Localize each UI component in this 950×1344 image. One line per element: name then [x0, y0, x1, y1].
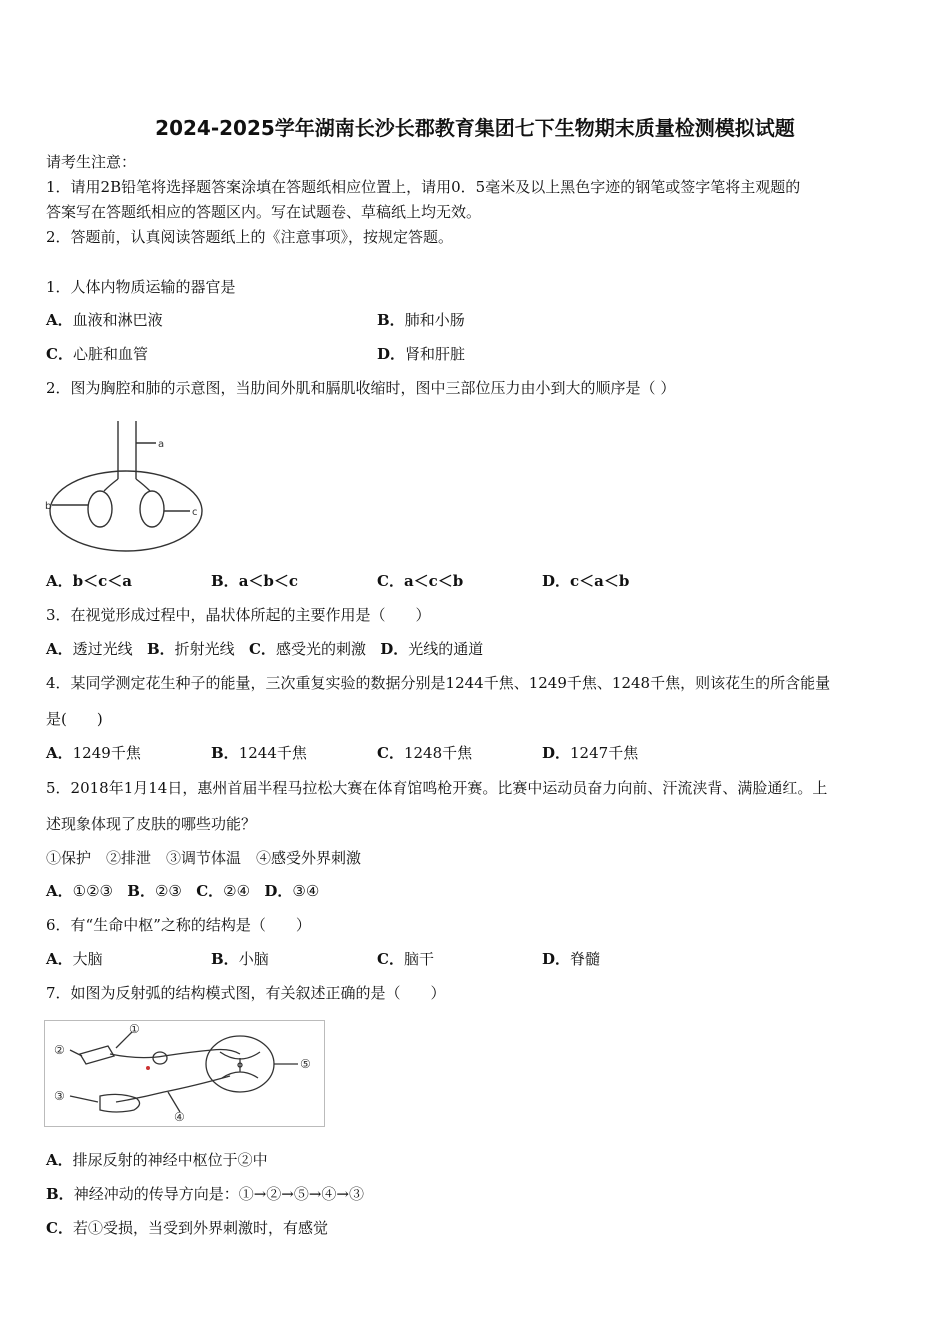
question-3-stem: 3．在视觉形成过程中，晶状体所起的主要作用是（ ） [46, 606, 431, 624]
option-letter: D． [542, 572, 571, 590]
label-a: a [158, 439, 165, 450]
q3-option-c[interactable] [249, 640, 366, 658]
q7-option-a[interactable] [46, 1150, 268, 1170]
question-4-stem-a: 4．某同学测定花生种子的能量，三次重复实验的数据分别是1244千焦、1249千焦、1248千焦，则该花生的所含能量 [46, 674, 831, 692]
option-letter: B． [146, 640, 175, 658]
option-letter: A． [46, 311, 73, 329]
label-5: ⑤ [300, 1057, 311, 1071]
option-letter: A． [46, 572, 73, 590]
option-letter: D． [377, 345, 406, 363]
option-text: 1249千焦 [72, 744, 141, 762]
option-text: 脑干 [403, 950, 434, 968]
leader-2 [70, 1050, 82, 1056]
label-1: ① [129, 1022, 140, 1036]
question-6-stem: 6．有“生命中枢”之称的结构是（ ） [46, 916, 311, 934]
option-letter: B． [211, 950, 239, 968]
q5-option-b[interactable] [127, 882, 182, 900]
option-letter: C． [46, 345, 73, 363]
option-text: 小脑 [238, 950, 269, 968]
effector-muscle [100, 1094, 140, 1112]
q4-option-a[interactable] [46, 743, 141, 763]
option-letter: A． [46, 744, 73, 762]
option-text: 血液和淋巴液 [72, 311, 163, 329]
option-letter: C． [196, 882, 224, 900]
option-letter: D． [542, 744, 571, 762]
sensory-neuron [110, 1050, 240, 1058]
q4-option-d[interactable] [542, 743, 638, 763]
option-letter: C． [248, 640, 276, 658]
option-text: 若①受损，当受到外界刺激时，有感觉 [72, 1219, 328, 1237]
option-text: 肾和肝脏 [405, 345, 466, 363]
q3-option-d[interactable] [380, 640, 483, 658]
notice-line-2: 2．答题前，认真阅读答题纸上的《注意事项》，按规定答题。 [46, 228, 454, 246]
option-letter: D． [542, 950, 571, 968]
option-letter: C． [46, 1219, 73, 1237]
notice-line-1a: 1．请用2B铅笔将选择题答案涂填在答题纸相应位置上，请用0．5毫米及以上黑色字迹的钢笔或签字笔将主观题的 [46, 178, 801, 196]
q4-option-c[interactable] [377, 743, 472, 763]
left-lung [88, 491, 112, 527]
notice-line-1b: 答案写在答题纸相应的答题区内。写在试题卷、草稿纸上均无效。 [46, 203, 482, 221]
q2-option-c[interactable] [377, 571, 463, 591]
thorax-lung-diagram [44, 415, 214, 555]
receptor-skin [80, 1046, 114, 1064]
option-letter: A． [46, 640, 73, 658]
label-b: b [45, 501, 52, 512]
q2-option-b[interactable] [211, 571, 298, 591]
option-letter: A． [46, 950, 73, 968]
bronchi [104, 479, 150, 491]
leader-3 [70, 1096, 98, 1102]
question-1-stem: 1．人体内物质运输的器官是 [46, 278, 236, 296]
gray-matter [220, 1052, 260, 1078]
option-text: a＜b＜c [238, 572, 299, 590]
q1-option-a[interactable] [46, 310, 163, 330]
question-5-stem-b: 述现象体现了皮肤的哪些功能？ [46, 815, 257, 833]
question-5-items: ①保护 ②排泄 ③调节体温 ④感受外界刺激 [46, 849, 362, 867]
reflex-arc-diagram [44, 1020, 326, 1128]
option-text: 折射光线 [174, 640, 235, 658]
option-letter: B． [377, 311, 405, 329]
label-2: ② [54, 1043, 65, 1057]
q3-option-a[interactable] [46, 640, 133, 658]
option-text: 1244千焦 [238, 744, 307, 762]
label-3: ③ [54, 1089, 65, 1103]
question-2-stem: 2．图为胸腔和肺的示意图，当肋间外肌和膈肌收缩时，图中三部位压力由小到大的顺序是（ ） [46, 379, 676, 397]
option-letter: B． [211, 744, 239, 762]
option-text: 透过光线 [72, 640, 133, 658]
ganglion [153, 1052, 167, 1064]
trachea [118, 421, 136, 479]
q6-option-b[interactable] [211, 949, 269, 969]
right-lung [140, 491, 164, 527]
option-text: 心脏和血管 [72, 345, 148, 363]
option-text: 1247千焦 [570, 744, 639, 762]
q2-option-a[interactable] [46, 571, 132, 591]
option-letter: C． [377, 572, 404, 590]
option-text: ②④ [223, 882, 251, 900]
notice-heading: 请考生注意： [46, 153, 137, 171]
option-text: b＜c＜a [72, 572, 132, 590]
option-letter: A． [46, 882, 73, 900]
option-text: 光线的通道 [408, 640, 484, 658]
q6-option-c[interactable] [377, 949, 434, 969]
q7-option-b[interactable] [46, 1184, 364, 1204]
q5-options-row [46, 881, 319, 901]
q4-option-b[interactable] [211, 743, 307, 763]
option-text: 1248千焦 [403, 744, 473, 762]
question-4-stem-b: 是( ) [46, 710, 103, 728]
q1-option-d[interactable] [377, 344, 465, 364]
option-text: ①②③ [72, 882, 113, 900]
synapse-dot [146, 1066, 150, 1070]
page-title: 2024-2025学年湖南长沙长郡教育集团七下生物期末质量检测模拟试题 [155, 116, 795, 140]
option-letter: B． [211, 572, 239, 590]
option-text: c＜a＜b [570, 572, 630, 590]
option-letter: A． [46, 1151, 73, 1169]
q5-option-a[interactable] [46, 882, 113, 900]
option-text: 感受光的刺激 [275, 640, 366, 658]
q2-option-d[interactable] [542, 571, 629, 591]
option-text: ②③ [154, 882, 182, 900]
q5-option-d[interactable] [264, 882, 319, 900]
option-text: 肺和小肠 [404, 311, 465, 329]
q5-option-c[interactable] [196, 882, 250, 900]
option-text: ③④ [292, 882, 320, 900]
option-text: 脊髓 [570, 950, 601, 968]
label-4: ④ [174, 1110, 185, 1124]
option-text: a＜c＜b [403, 572, 464, 590]
leader-4 [168, 1092, 180, 1112]
question-5-stem-a: 5．2018年1月14日，惠州首届半程马拉松大赛在体育馆鸣枪开赛。比赛中运动员奋力向前、汗流浃背、满脸通红。上 [46, 779, 828, 797]
option-letter: C． [377, 950, 404, 968]
q1-option-b[interactable] [377, 310, 465, 330]
option-text: 排尿反射的神经中枢位于②中 [72, 1151, 268, 1169]
q6-option-d[interactable] [542, 949, 600, 969]
q1-option-c[interactable] [46, 344, 148, 364]
motor-neuron [116, 1076, 230, 1102]
q3-options-row [46, 639, 483, 659]
q3-option-b[interactable] [147, 640, 235, 658]
q6-option-a[interactable] [46, 949, 103, 969]
option-letter: B． [46, 1185, 74, 1203]
label-c: c [192, 507, 198, 518]
option-letter: D． [264, 882, 293, 900]
option-text: 神经冲动的传导方向是：①→②→⑤→④→③ [73, 1185, 364, 1203]
option-letter: B． [127, 882, 155, 900]
option-letter: D． [380, 640, 409, 658]
option-letter: C． [377, 744, 404, 762]
q7-option-c[interactable] [46, 1218, 328, 1238]
option-text: 大脑 [72, 950, 103, 968]
question-7-stem: 7．如图为反射弧的结构模式图，有关叙述正确的是（ ） [46, 984, 446, 1002]
